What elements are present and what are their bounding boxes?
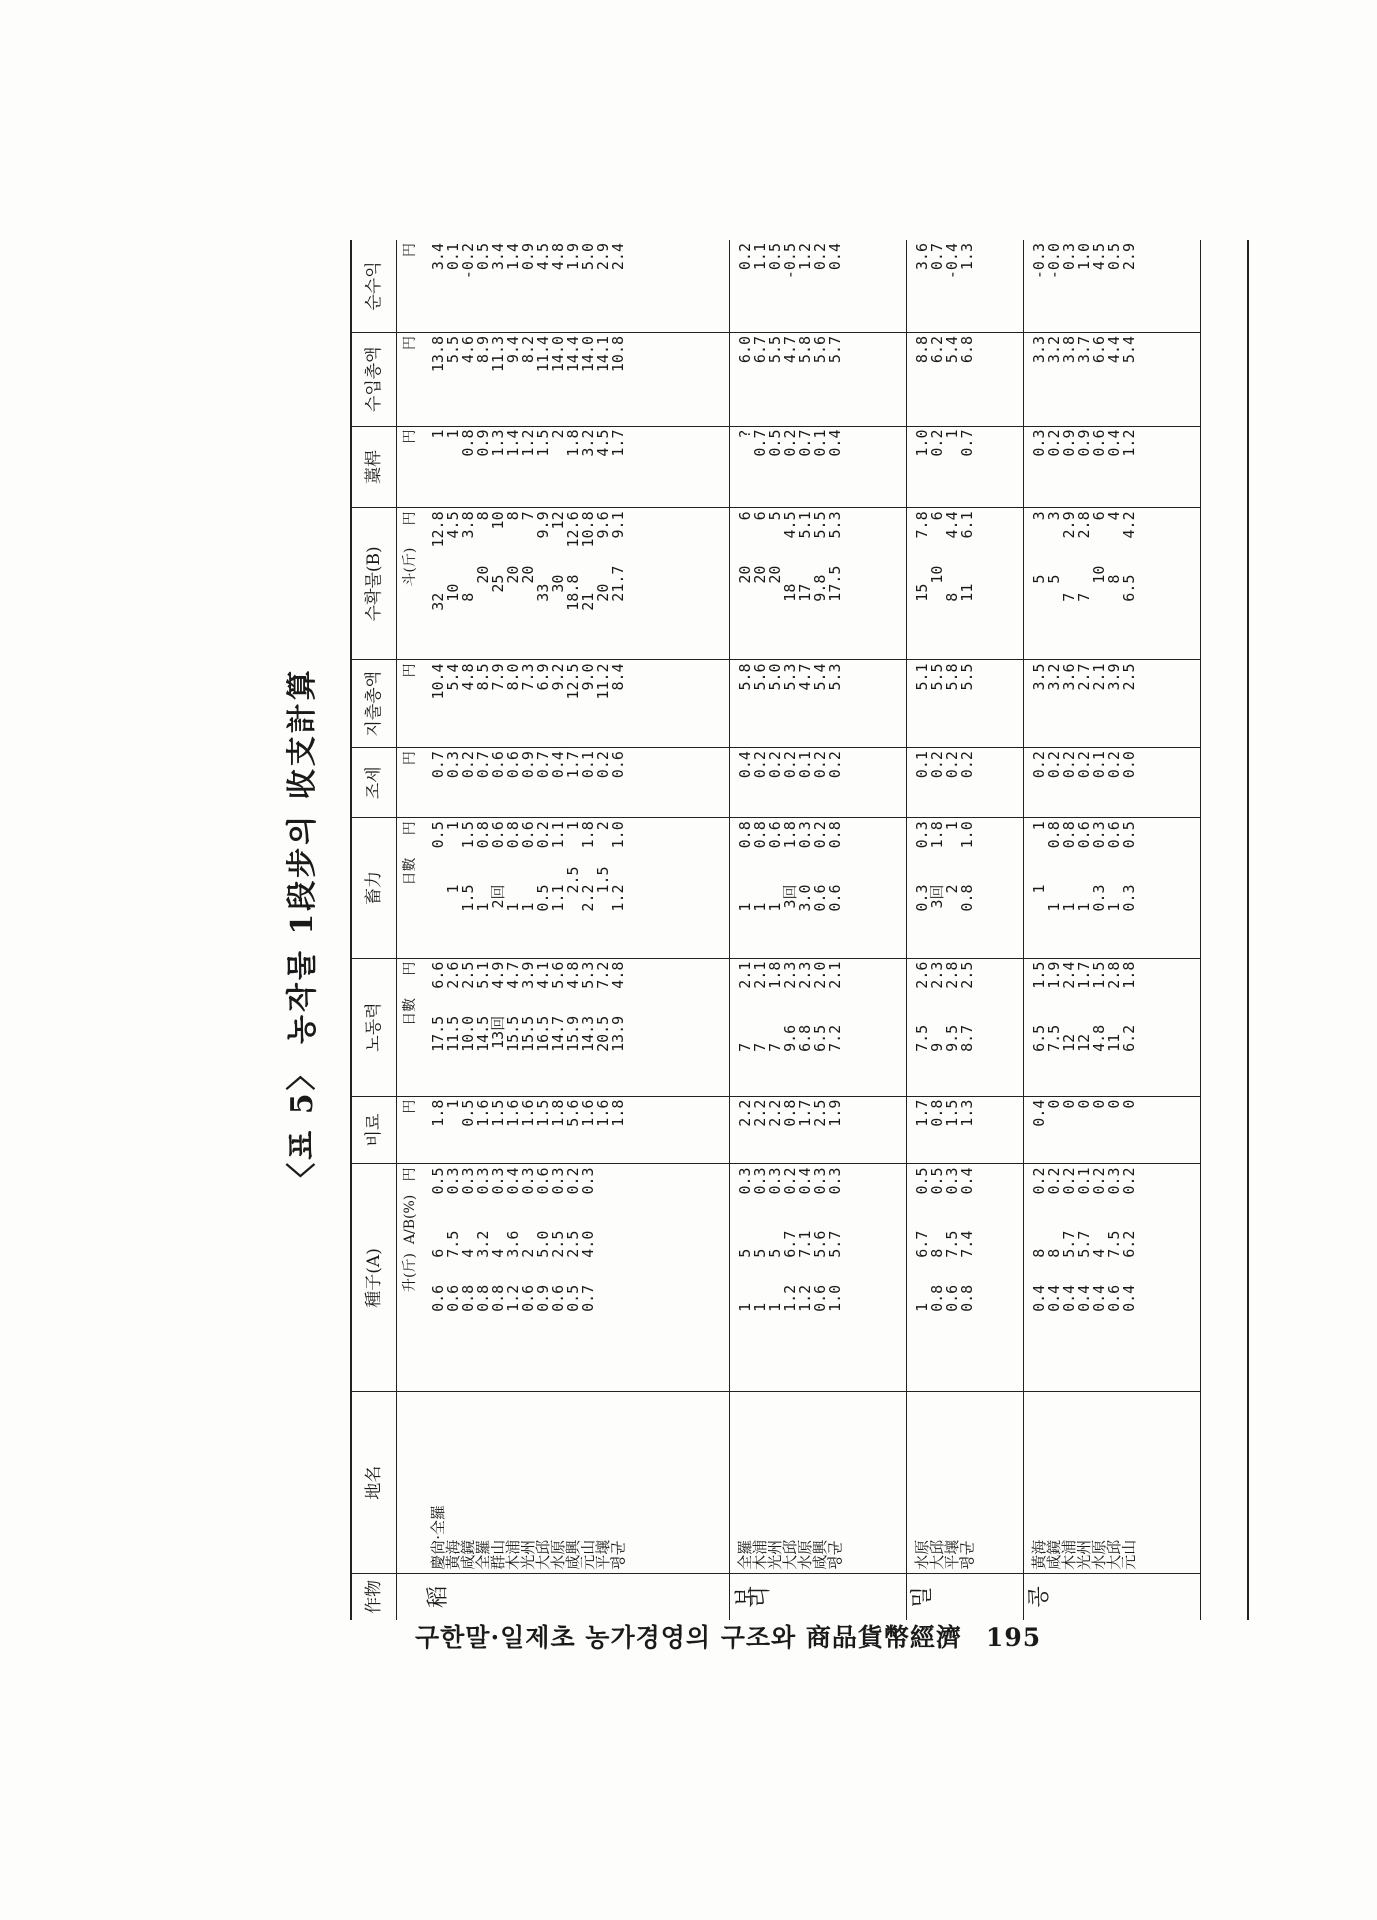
header-tax: 조세 (352, 748, 397, 818)
harvest-values: 20 6 20 6 20 5 18 4.5 17 5.1 9.8 5.5 17.5 5.3 (730, 508, 907, 660)
expense-values: 5.1 5.5 5.8 5.5 (907, 660, 1024, 748)
net-values: 3.4 0.1 -0.2 0.5 3.4 1.4 0.9 4.5 4.8 1.9 5.0 2.9 2.4 (423, 240, 730, 332)
header-crop: 作物 (352, 1573, 397, 1620)
expense-values: 3.5 3.2 3.6 2.7 2.1 3.9 2.5 (1024, 660, 1201, 748)
tax-values: 0.2 0.2 0.2 0.2 0.1 0.2 0.0 (1024, 748, 1201, 818)
income-values: 3.3 3.2 3.8 3.7 6.6 4.4 5.4 (1024, 332, 1201, 426)
animal-values: 1 0.8 1 0.8 1 0.6 3回 1.8 3.0 0.3 0.6 0.2 0.6 0.8 (730, 818, 907, 958)
unit-income: 円 (397, 332, 424, 426)
net-values: -0.3 -0.0 0.3 1.0 4.5 0.5 2.9 (1024, 240, 1201, 332)
header-labor: 노동력 (352, 958, 397, 1096)
straw-values: 0.3 0.2 0.9 0.9 0.6 0.4 1.2 (1024, 426, 1201, 508)
income-values: 13.8 5.5 4.6 8.9 11.3 9.4 8.2 11.4 14.0 14.4 14.0 14.1 10.8 (423, 332, 730, 426)
unit-expense: 円 (397, 660, 424, 748)
expense-values: 10.4 5.4 4.8 8.5 7.9 8.0 7.3 6.9 9.2 12.5 9.0 11.2 8.4 (423, 660, 730, 748)
fertilizer-values: 2.2 2.2 2.2 0.8 1.7 2.5 1.9 (730, 1096, 907, 1164)
unit-fertilizer: 円 (397, 1096, 424, 1164)
unit-animal: 日數 円 (397, 818, 424, 958)
expense-values: 5.8 5.6 5.0 5.3 4.7 5.4 5.3 (730, 660, 907, 748)
header-place: 地名 (352, 1392, 397, 1573)
straw-values: ? 0.7 0.5 0.2 0.7 0.1 0.4 (730, 426, 907, 508)
fertilizer-values: 0.4 0 0 0 0 0 0 (1024, 1096, 1201, 1164)
place-list: 黃海 咸鏡 木浦 光州 水原 大邱 元山 (1024, 1392, 1201, 1573)
group-rice (423, 240, 730, 1620)
header-expense: 지출총액 (352, 660, 397, 748)
crop-label: 보리 (730, 1573, 907, 1620)
rotated-table-block (255, 240, 1245, 1620)
seed-values: 0.4 8 0.2 0.4 8 0.2 0.4 5.7 0.2 0.4 5.7 0.1 0.4 4 0.2 0.6 7.5 0.3 0.4 6.2 0.2 (1024, 1164, 1201, 1392)
harvest-values: 32 12.8 10 4.5 8 3.8 20 8 25 10 20 8 20 7 33 9.9 30 12 18.8 12.6 21 10.8 20 9.6 21.7 9.1 (423, 508, 730, 660)
page-number: 195 (985, 1623, 1042, 1652)
tax-values: 0.4 0.2 0.2 0.2 0.1 0.2 0.2 (730, 748, 907, 818)
header-net: 순수익 (352, 240, 397, 332)
table-caption: 〈표 5〉 농작물 1段步의 收支計算 (285, 667, 320, 1193)
header-row (352, 240, 397, 1620)
place-list: 全羅 木浦 光州 大邱 水原 咸興 평균 (730, 1392, 907, 1573)
harvest-values: 5 3 5 3 7 2.9 7 2.8 10 6 8 4 6.5 4.2 (1024, 508, 1201, 660)
running-footer (415, 1618, 1041, 1654)
group-barley (730, 240, 907, 1620)
fertilizer-values: 1.8 1 0.5 1.6 1.5 1.6 1.6 1.5 1.8 5.6 1.6 1.6 1.8 (423, 1096, 730, 1164)
unit-labor: 日數 円 (397, 958, 424, 1096)
unit-seed: 升(斤) A/B(%) 円 (397, 1164, 424, 1392)
animal-values: 1 1 1 0.8 1 0.8 1 0.6 0.3 0.3 1 0.6 0.3 0.5 (1024, 818, 1201, 958)
group-soybean (1024, 240, 1201, 1620)
header-animal: 畜力 (352, 818, 397, 958)
unit-row (397, 240, 424, 1620)
net-values: 0.2 1.1 0.5 -0.5 1.2 0.2 0.4 (730, 240, 907, 332)
crop-label: 稻 (423, 1573, 730, 1620)
seed-values: 1 5 0.3 1 5 0.3 1 5 0.3 1.2 6.7 0.2 1.2 7.1 0.4 0.6 5.6 0.3 1.0 5.7 0.3 (730, 1164, 907, 1392)
labor-values: 7.5 2.6 9 2.3 9.5 2.8 8.7 2.5 (907, 958, 1024, 1096)
labor-values: 7 2.1 7 2.1 7 1.8 9.6 2.3 6.8 2.3 6.5 2.0 7.2 2.1 (730, 958, 907, 1096)
header-seed: 種子(A) (352, 1164, 397, 1392)
seed-values: 1 6.7 0.5 0.8 8 0.5 0.6 7.5 0.3 0.8 7.4 0.4 (907, 1164, 1024, 1392)
tax-values: 0.1 0.2 0.2 0.2 (907, 748, 1024, 818)
seed-values: 0.6 6 0.5 0.6 7.5 0.3 0.8 4 0.3 0.8 3.2 0.3 0.8 4 0.3 1.2 3.6 0.4 0.6 2 0.3 0.9 5.0 0.6 0.6 2.5 0.3 0.5 2.5 0.2 0.7 4.0 0.3 (423, 1164, 730, 1392)
labor-values: 17.5 6.6 11.5 2.6 10.0 2.5 14.5 5.1 13回 4.9 15.5 4.7 15.5 3.9 16.5 4.1 14.7 5.6 15.9 4.8 14.3 5.3 20.5 7.2 13.9 4.8 (423, 958, 730, 1096)
place-list: 水原 大邱 平壤 평균 (907, 1392, 1024, 1573)
animal-values: 0.3 0.3 3回 1.8 2 1 0.8 1.0 (907, 818, 1024, 958)
crop-label: 콩 (1024, 1573, 1201, 1620)
unit-harvest: 斗(斤) 円 (397, 508, 424, 660)
animal-values: 0.5 1 1 1.5 1.5 1 0.8 2回 0.6 1 0.8 1 0.6 0.5 0.2 1.1 1.1 2.5 1 2.2 1.8 1.5 2 1.2 1.0 (423, 818, 730, 958)
header-fertilizer: 비료 (352, 1096, 397, 1164)
straw-values: 1.0 0.2 1 0.7 (907, 426, 1024, 508)
header-harvest: 수확물(B) (352, 508, 397, 660)
income-values: 6.0 6.7 5.5 4.7 5.8 5.6 5.7 (730, 332, 907, 426)
crop-label: 밀 (907, 1573, 1024, 1620)
budget-table (352, 240, 1201, 1620)
labor-values: 6.5 1.5 7.5 1.9 12 2.4 12 1.7 4.8 1.5 11 2.8 6.2 1.8 (1024, 958, 1201, 1096)
unit-net: 円 (397, 240, 424, 332)
unit-straw: 円 (397, 426, 424, 508)
unit-tax: 円 (397, 748, 424, 818)
harvest-values: 15 7.8 10 6 8 4.4 11 6.1 (907, 508, 1024, 660)
footer-title: 구한말·일제초 농가경영의 구조와 商品貨幣經濟 (415, 1623, 962, 1652)
place-list: 慶尙·全羅 黃海 咸鏡 全羅 群山 木浦 光州 大邱 水原 咸興 元山 平壤 평균 (423, 1392, 730, 1573)
header-straw: 藁桿 (352, 426, 397, 508)
income-values: 8.8 6.2 5.4 6.8 (907, 332, 1024, 426)
header-income: 수입총액 (352, 332, 397, 426)
table-frame (350, 240, 1249, 1620)
tax-values: 0.7 0.3 0.2 0.7 0.6 0.6 0.9 0.7 0.4 1.7 0.1 0.2 0.6 (423, 748, 730, 818)
straw-values: 1 1 0.8 0.9 1.3 1.4 1.2 1.5 2 1.8 3.2 4.5 1.7 (423, 426, 730, 508)
fertilizer-values: 1.7 0.8 1.5 1.3 (907, 1096, 1024, 1164)
net-values: 3.6 0.7 -0.4 1.3 (907, 240, 1024, 332)
group-wheat (907, 240, 1024, 1620)
